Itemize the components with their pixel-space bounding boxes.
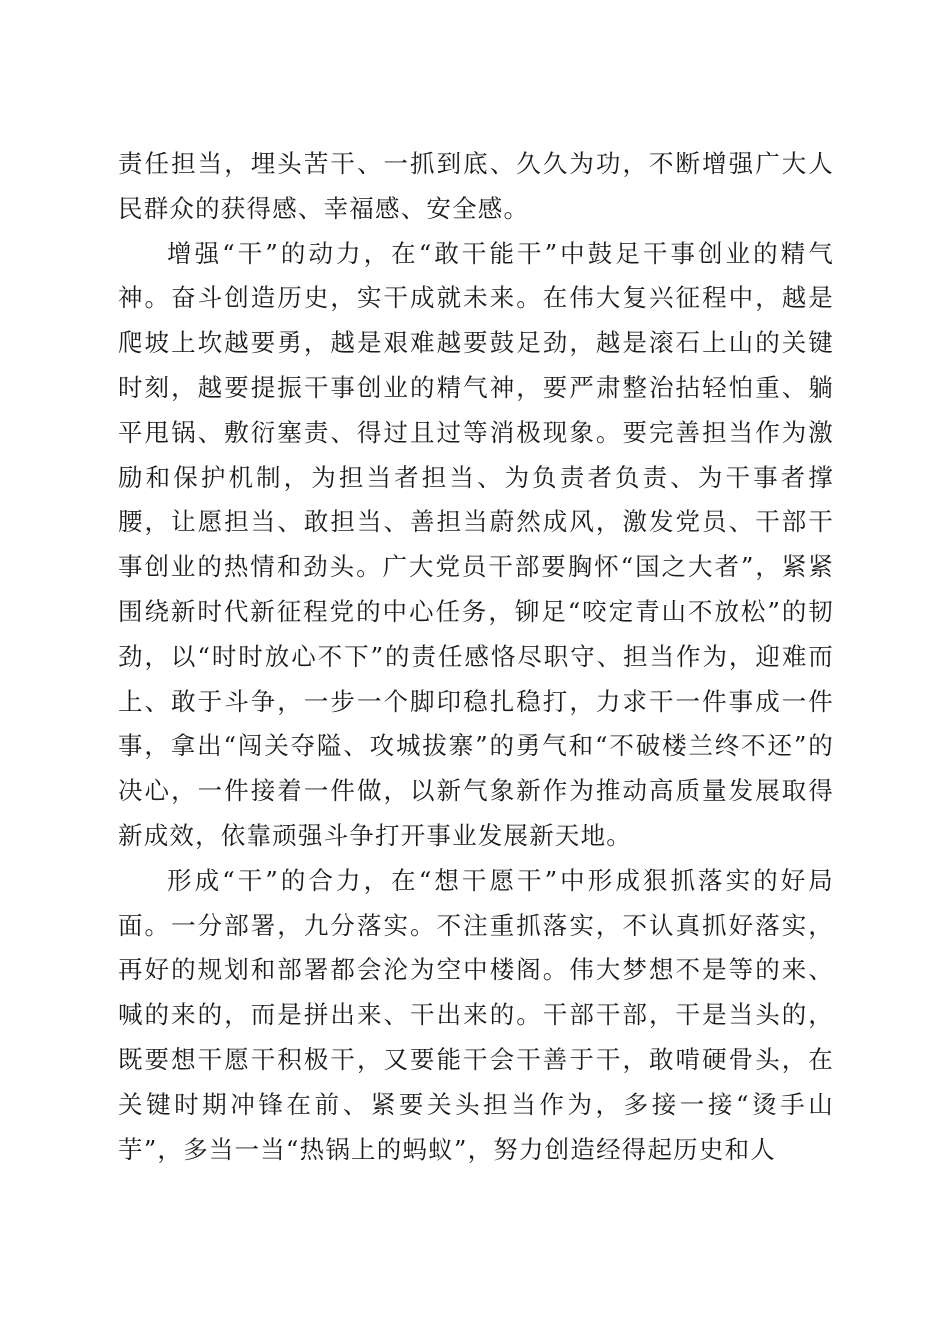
paragraph-motivation: 增强“干”的动力，在“敢干能干”中鼓足干事创业的精气神。奋斗创造历史，实干成就未来。在伟大复兴征程中，越是爬坡上坎越要勇，越是艰难越要鼓足劲，越是滚石上山的关键时刻，越要提振干事创业的精气神，要严肃整治拈轻怕重、躺平甩锅、敷衍塞责、得过且过等消极现象。要完善担当作为激励和保护机制，为担当者担当、为负责者负责、为干事者撑腰，让愿担当、敢担当、善担当蔚然成风，激发党员、干部干事创业的热情和劲头。广大党员干部要胸怀“国之大者”，紧紧围绕新时代新征程党的中心任务，铆足“咬定青山不放松”的韧劲，以“时时放心不下”的责任感恪尽职守、担当作为，迎难而上、敢于斗争，一步一个脚印稳扎稳打，力求干一件事成一件事，拿出“闯关夺隘、攻城拔寨”的勇气和“不破楼兰终不还”的决心，一件接着一件做，以新气象新作为推动高质量发展取得新成效，依靠顽强斗争打开事业发展新天地。 xyxy=(118,238,834,850)
paragraph-synergy: 形成“干”的合力，在“想干愿干”中形成狠抓落实的好局面。一分部署，九分落实。不注重抓落实，不认真抓好落实，再好的规划和部署都会沦为空中楼阁。伟大梦想不是等的来、喊的来的，而是拼出来、干出来的。干部干部，干是当头的，既要想干愿干积极干，又要能干会干善于干，敢啃硬骨头，在关键时期冲锋在前、紧要关头担当作为，多接一接“烫手山芋”，多当一当“热锅上的蚂蚁”，努力创造经得起历史和人 xyxy=(118,865,834,1164)
paragraph-continuation: 责任担当，埋头苦干、一抓到底、久久为功，不断增强广大人民群众的获得感、幸福感、安全感。 xyxy=(118,149,834,223)
body-text xyxy=(118,142,834,1172)
